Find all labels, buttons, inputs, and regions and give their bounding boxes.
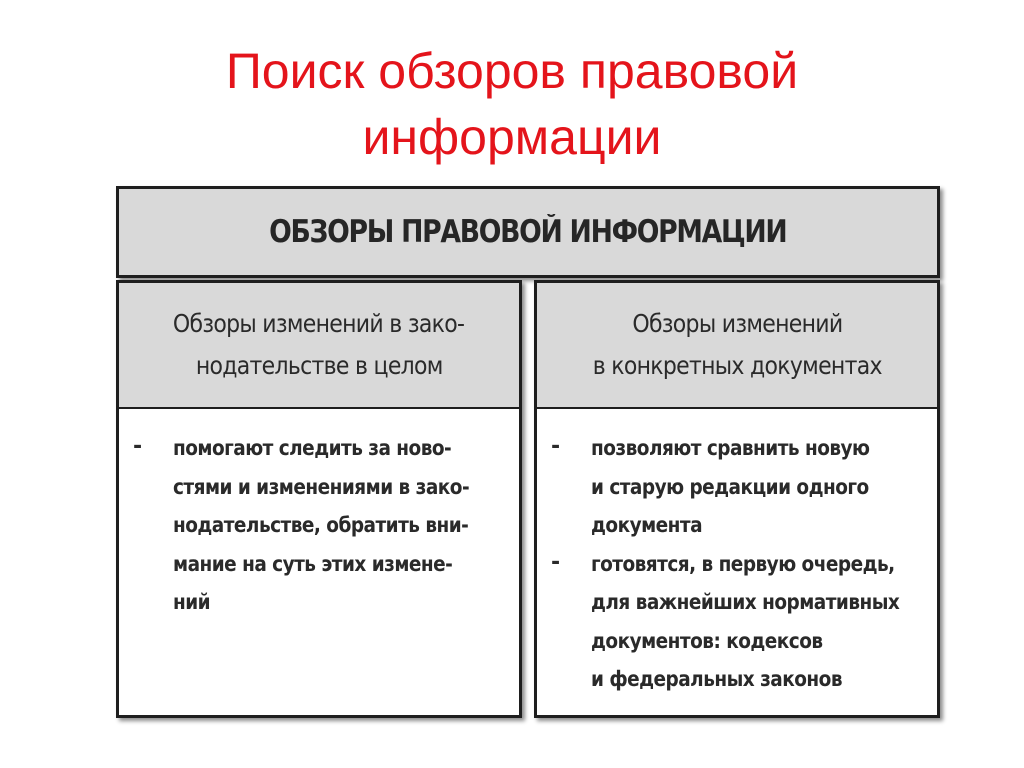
right-column-title-line-1: Обзоры изменений [631, 309, 843, 338]
slide-title-line-2: информации [362, 109, 662, 165]
diagram-header-text: ОБЗОРЫ ПРАВОВОЙ ИНФОРМАЦИИ [269, 214, 787, 250]
bullet-line: помогают следить за ново- [173, 436, 452, 460]
bullet-line: ний [173, 590, 211, 614]
bullet-line: и федеральных законов [591, 667, 842, 691]
bullet-line: нодательстве, обратить вни- [173, 513, 469, 537]
bullet-line: для важнейших нормативных [591, 590, 900, 614]
bullet-marker: - [551, 434, 561, 459]
bullet-line: позволяют сравнить новую [591, 436, 870, 460]
diagram-header [116, 186, 940, 278]
bullet-text [591, 429, 931, 545]
left-column-body [119, 409, 519, 622]
bullet-line: готовятся, в первую очередь, [591, 551, 895, 576]
right-column [534, 280, 940, 718]
bullet-text [173, 429, 513, 622]
left-column-title [119, 283, 519, 409]
bullet-line: документов: кодексов [591, 628, 823, 653]
right-bullet-2 [547, 545, 931, 699]
bullet-line: документа [591, 513, 703, 537]
right-bullet-1 [547, 429, 931, 545]
right-column-title [537, 283, 937, 409]
left-bullet-1 [129, 429, 513, 622]
bullet-line: стями и изменениями в зако- [173, 474, 470, 499]
bullet-line: мание на суть этих измене- [173, 551, 453, 576]
bullet-marker: - [551, 549, 561, 575]
slide-title [0, 38, 1024, 170]
left-column [116, 280, 522, 718]
bullet-text [591, 545, 941, 699]
right-column-title-line-2: в конкретных документах [592, 351, 882, 380]
left-column-title-line-1: Обзоры изменений в зако- [173, 309, 465, 338]
slide-title-line-1: Поиск обзоров правовой [225, 43, 799, 99]
bullet-marker: - [133, 434, 143, 459]
right-column-body [537, 409, 937, 699]
left-column-title-line-2: нодательстве в целом [195, 351, 443, 380]
bullet-line: и старую редакции одного [591, 474, 869, 499]
